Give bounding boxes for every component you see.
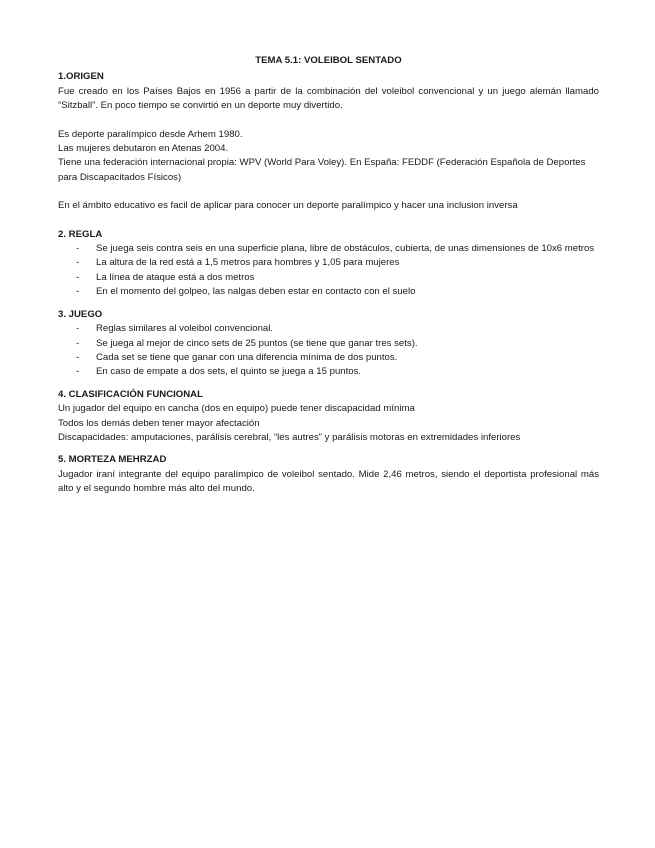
bullet-dash: - — [76, 351, 80, 363]
clasificacion-line-others: Todos los demás deben tener mayor afectación — [58, 417, 260, 429]
juego-list — [58, 322, 599, 380]
origen-paragraph: Fue creado en los Países Bajos en 1956 a partir de la combinación del voleibol convencional y un juego alemán llamado “Sitzball”. En poco tiempo se convirtió en un deporte muy divertido. — [58, 85, 599, 112]
origen-line-paralympic: Es deporte paralímpico desde Arhem 1980. — [58, 128, 243, 140]
bullet-dash: - — [76, 271, 80, 283]
bullet-dash: - — [76, 323, 80, 335]
section-heading-regla: 2. REGLA — [58, 228, 103, 240]
list-item: - Reglas similares al voleibol convencional. — [58, 322, 599, 336]
bullet-dash: - — [76, 366, 80, 378]
regla-list — [58, 242, 599, 300]
list-item: - En el momento del golpeo, las nalgas deben estar en contacto con el suelo — [58, 285, 599, 299]
origen-line-education: En el ámbito educativo es facil de aplicar para conocer un deporte paralímpico y hacer una inclusion inversa — [58, 200, 518, 212]
list-item: - Se juega al mejor de cinco sets de 25 puntos (se tiene que ganar tres sets). — [58, 337, 599, 351]
document-title: TEMA 5.1: VOLEIBOL SENTADO — [255, 55, 402, 66]
list-item: - Se juega seis contra seis en una superficie plana, libre de obstáculos, cubierta, de unas dimensiones de 10x6 metros — [58, 242, 599, 256]
document-body — [58, 54, 599, 497]
clasificacion-line-minimal: Un jugador del equipo en cancha (dos en equipo) puede tener discapacidad mínima — [58, 403, 415, 415]
list-item: - La altura de la red está a 1,5 metros para hombres y 1,05 para mujeres — [58, 256, 599, 270]
bullet-dash: - — [76, 337, 80, 349]
origen-line-federation: Tiene una federación internacional propia: WPV (World Para Voley). En España: FEDDF (Federación Española de Deportes para Discapacitados Físicos) — [58, 157, 586, 183]
section-heading-morteza: 5. MORTEZA MEHRZAD — [58, 454, 167, 466]
bullet-dash: - — [76, 286, 80, 298]
list-item: - En caso de empate a dos sets, el quinto se juega a 15 puntos. — [58, 365, 599, 379]
list-item: - La línea de ataque está a dos metros — [58, 271, 599, 285]
bullet-dash: - — [76, 243, 80, 255]
clasificacion-line-disabilities: Discapacidades: amputaciones, parálisis cerebral, “les autres” y parálisis motoras en extremidades inferiores — [58, 431, 521, 443]
origen-line-women: Las mujeres debutaron en Atenas 2004. — [58, 143, 229, 155]
section-heading-clasificacion: 4. CLASIFICACIÓN FUNCIONAL — [58, 388, 203, 400]
section-heading-origen: 1.ORIGEN — [58, 71, 104, 83]
bullet-dash: - — [76, 257, 80, 269]
section-heading-juego: 3. JUEGO — [58, 308, 103, 320]
morteza-paragraph: Jugador iraní integrante del equipo paralímpico de voleibol sentado. Mide 2,46 metros, siendo el deportista profesional más alto y el segundo hombre más alto del mundo. — [58, 468, 599, 495]
list-item: - Cada set se tiene que ganar con una diferencia mínima de dos puntos. — [58, 351, 599, 365]
